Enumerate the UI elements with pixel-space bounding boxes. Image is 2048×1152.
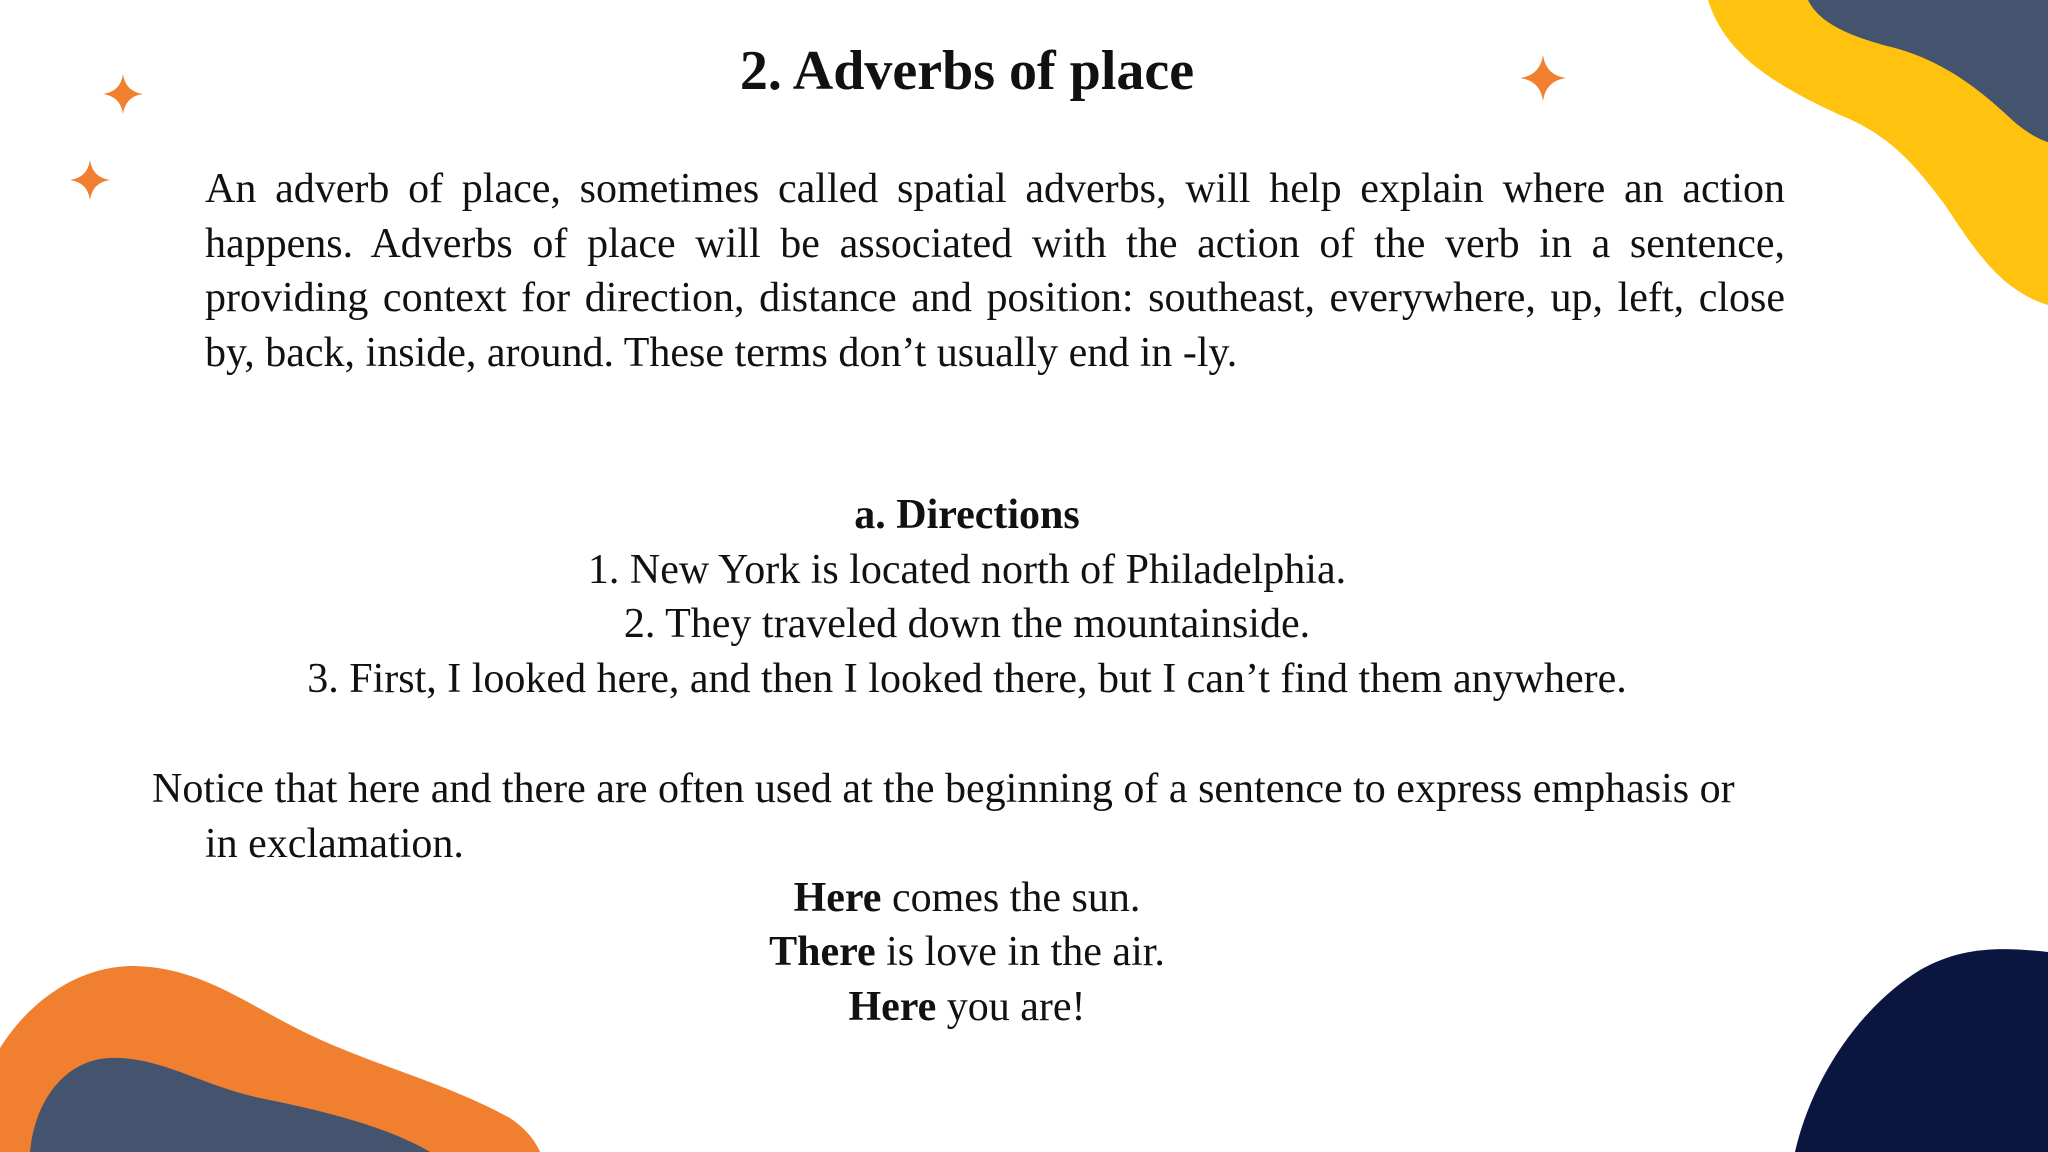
emphasis-word: Here [848,984,937,1030]
slide-title: 2. Adverbs of place [739,40,1195,102]
emphasis-example-3 [0,980,1934,1035]
direction-example-2: 2. They traveled down the mountainside. [623,601,1311,647]
emphasis-rest: you are! [936,984,1086,1030]
emphasis-rest: is love in the air. [875,929,1165,975]
emphasis-example-2 [0,925,1934,980]
emphasis-rest: comes the sun. [881,875,1141,921]
emphasis-example-1 [0,871,1934,926]
notice-paragraph: Notice that here and there are often used at the beginning of a sentence to express emphasis or in exclamation. [152,766,1735,867]
directions-heading: a. Directions [854,492,1080,538]
sparkle-icon [70,160,110,200]
direction-example-1: 1. New York is located north of Philadelphia. [587,547,1347,593]
emphasis-word: Here [793,875,882,921]
direction-example-3: 3. First, I looked here, and then I looked there, but I can’t find them anywhere. [307,656,1627,702]
emphasis-word: There [769,929,876,975]
intro-paragraph: An adverb of place, sometimes called spatial adverbs, will help explain where an action happens. Adverbs of place will be associated with the action of the verb in a sentence, providing context for direction, distance and position: southeast, everywhere, up, left, close by, back, inside, around. These terms don’t usually end in -ly. [205,166,1785,376]
